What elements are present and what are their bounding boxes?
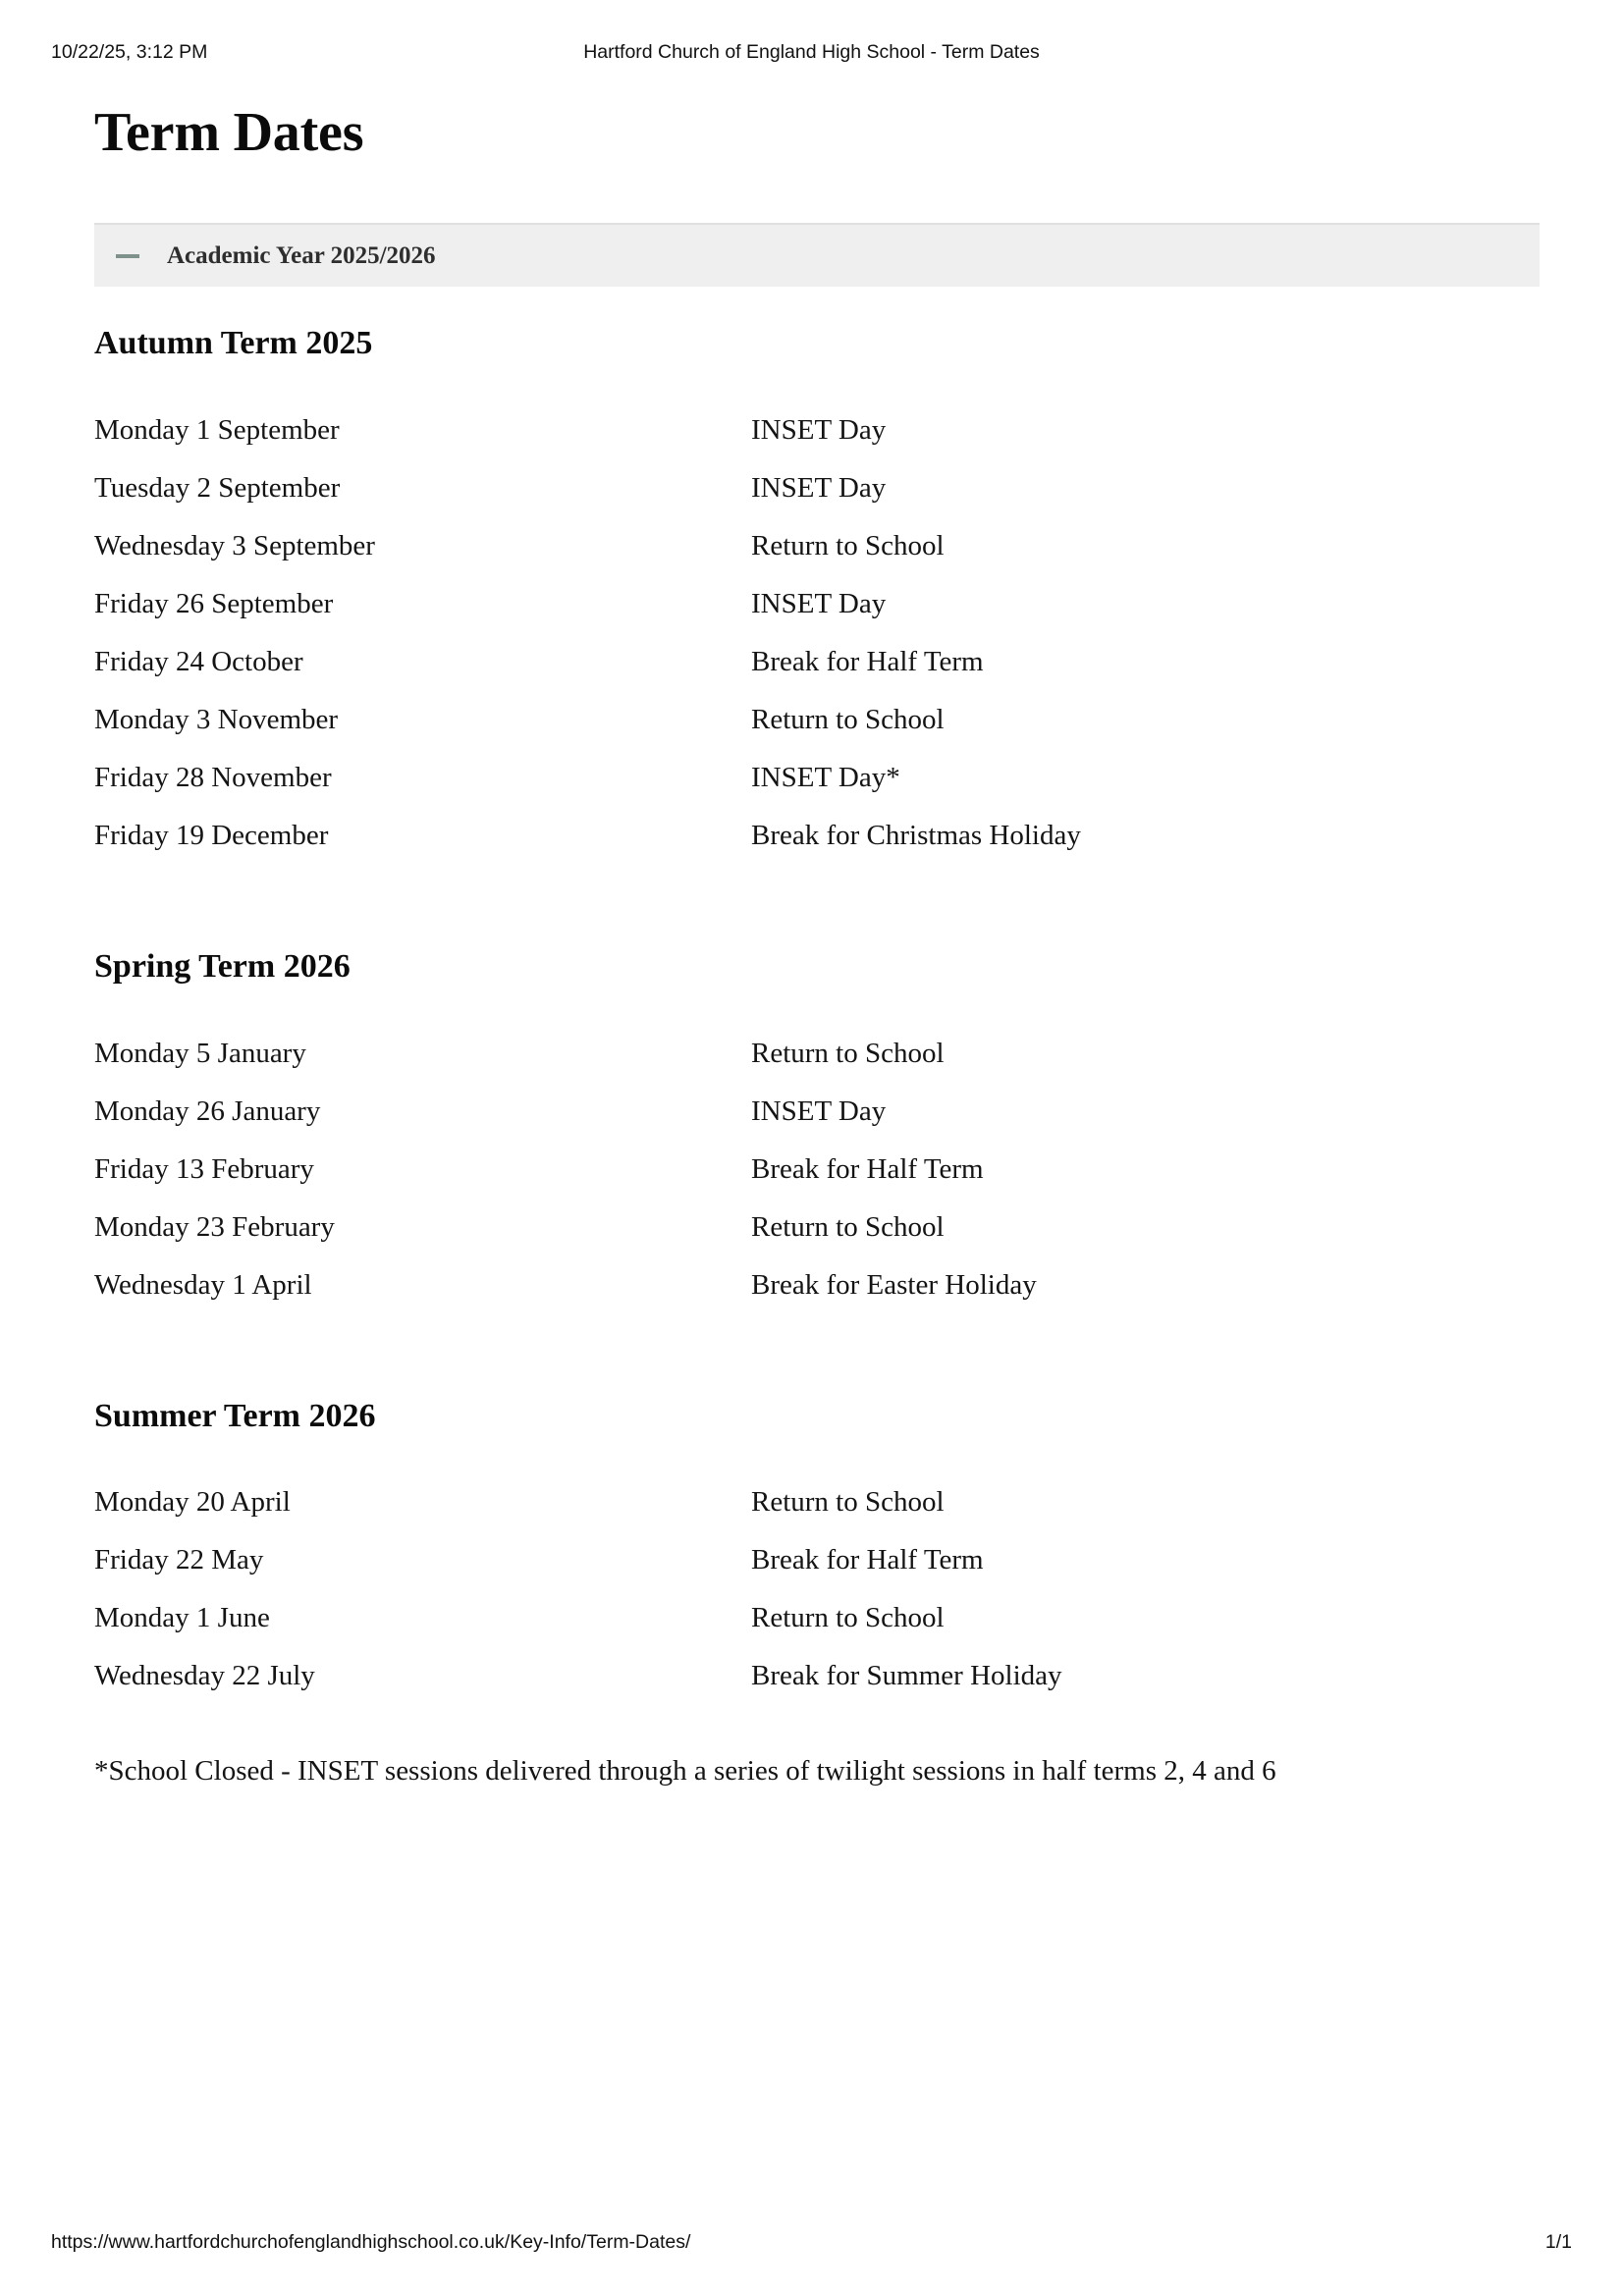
term-section-spring (94, 947, 1547, 1358)
minus-icon[interactable] (116, 254, 139, 258)
row-date: Monday 1 June (94, 1602, 270, 1634)
row-event: INSET Day (751, 413, 887, 446)
accordion-header-inner (116, 225, 436, 287)
row-date: Wednesday 3 September (94, 529, 375, 561)
row-event: INSET Day (751, 587, 887, 619)
row-event: Return to School (751, 1486, 945, 1519)
row-date: Tuesday 2 September (94, 471, 341, 504)
row-date: Monday 26 January (94, 1095, 321, 1127)
table-row (94, 691, 1547, 749)
table-row (94, 459, 1547, 517)
row-date: Friday 28 November (94, 761, 332, 793)
term-section-summer (94, 1397, 1547, 1706)
table-row (94, 575, 1547, 633)
row-event: Return to School (751, 1210, 945, 1243)
row-event: INSET Day* (751, 761, 900, 793)
table-row (94, 401, 1547, 459)
print-footer (0, 2231, 1623, 2257)
table-row (94, 1256, 1547, 1314)
print-footer-url: https://www.hartfordchurchofenglandhighschool.co.uk/Key-Info/Term-Dates/ (51, 2231, 691, 2253)
row-event: INSET Day (751, 471, 887, 504)
term-rows (94, 1025, 1547, 1314)
table-row (94, 1025, 1547, 1083)
row-event: Break for Christmas Holiday (751, 819, 1081, 851)
row-date: Friday 26 September (94, 587, 334, 619)
table-row (94, 633, 1547, 691)
section-spacer (94, 1314, 1547, 1358)
row-date: Friday 24 October (94, 645, 303, 677)
row-event: Break for Half Term (751, 1152, 984, 1185)
row-event: Break for Half Term (751, 1544, 984, 1576)
table-row (94, 1473, 1547, 1531)
term-heading: Spring Term 2026 (94, 947, 351, 985)
row-event: Return to School (751, 529, 945, 561)
section-spacer (94, 865, 1547, 908)
row-date: Wednesday 1 April (94, 1268, 312, 1301)
term-rows (94, 401, 1547, 865)
accordion-academic-year-2025-2026[interactable] (94, 223, 1540, 287)
row-date: Monday 20 April (94, 1486, 291, 1519)
row-date: Friday 19 December (94, 819, 329, 851)
term-heading: Autumn Term 2025 (94, 325, 373, 361)
table-row (94, 1647, 1547, 1705)
footnote: *School Closed - INSET sessions delivered through a series of twilight sessions in half terms 2, 4 and 6 (94, 1755, 1276, 1788)
row-event: INSET Day (751, 1095, 887, 1127)
print-footer-page-number: 1/1 (1544, 2231, 1572, 2253)
term-rows (94, 1473, 1547, 1705)
term-heading: Summer Term 2026 (94, 1397, 376, 1434)
table-row (94, 1199, 1547, 1256)
table-row (94, 1589, 1547, 1647)
page-title: Term Dates (94, 102, 364, 163)
term-dates-content (94, 324, 1547, 1819)
print-header-date: 10/22/25, 3:12 PM (51, 41, 208, 63)
print-header-title: Hartford Church of England High School - Term Dates (583, 41, 1040, 63)
table-row (94, 807, 1547, 865)
row-date: Wednesday 22 July (94, 1660, 315, 1692)
table-row (94, 749, 1547, 807)
accordion-label: Academic Year 2025/2026 (167, 241, 436, 269)
row-date: Friday 22 May (94, 1544, 264, 1576)
row-date: Monday 1 September (94, 413, 340, 446)
row-date: Monday 23 February (94, 1210, 335, 1243)
row-event: Break for Easter Holiday (751, 1268, 1037, 1301)
table-row (94, 1141, 1547, 1199)
table-row (94, 1531, 1547, 1589)
row-event: Break for Half Term (751, 645, 984, 677)
row-event: Break for Summer Holiday (751, 1660, 1062, 1692)
row-event: Return to School (751, 703, 945, 735)
row-event: Return to School (751, 1602, 945, 1634)
table-row (94, 1083, 1547, 1141)
print-header (0, 41, 1623, 67)
table-row (94, 517, 1547, 575)
term-section-autumn (94, 324, 1547, 908)
row-date: Friday 13 February (94, 1152, 314, 1185)
row-date: Monday 3 November (94, 703, 339, 735)
row-date: Monday 5 January (94, 1037, 306, 1069)
row-event: Return to School (751, 1037, 945, 1069)
